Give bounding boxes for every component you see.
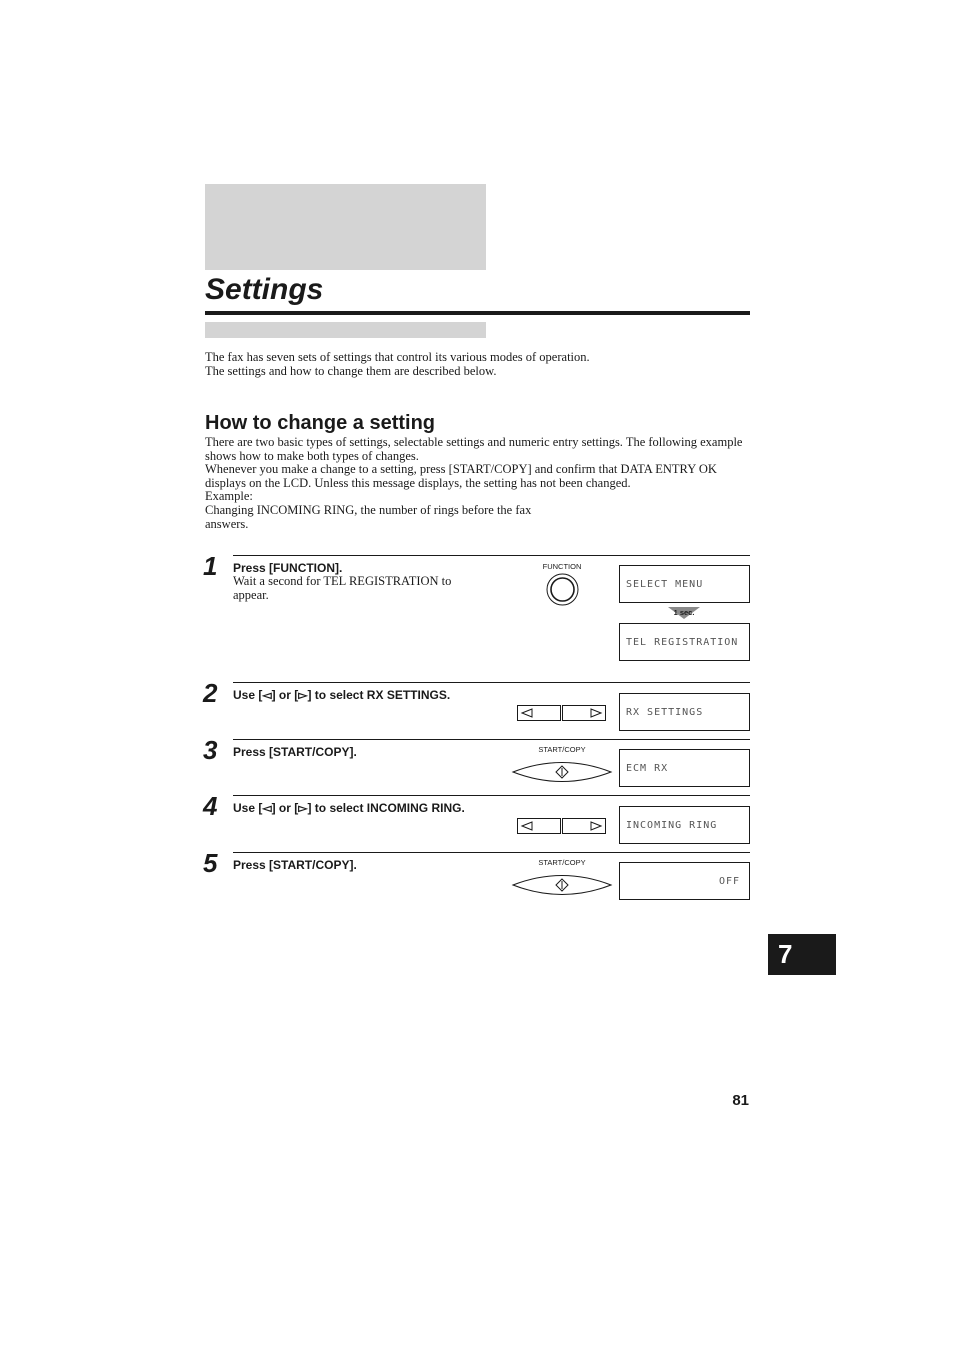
step-1-description: Wait a second for TEL REGISTRATION to appear. [233, 574, 452, 602]
step-2-instruction: Use [◅] or [▻] to select RX SETTINGS. [233, 688, 451, 702]
body-paragraph: Whenever you make a change to a setting, press [START/COPY] and confirm that DATA ENTRY OK displays on the LCD. Unless this message displays, the setting has not been changed. [205, 462, 717, 490]
step-1-number: 1 [203, 551, 218, 581]
step-4-rule [233, 795, 750, 796]
header-gray-bar [205, 322, 486, 338]
right-arrow-icon [563, 819, 605, 833]
section-body [205, 436, 750, 531]
start-copy-key-icon [511, 757, 613, 787]
left-arrow-icon [518, 706, 560, 720]
intro-line: The settings and how to change them are described below. [205, 364, 497, 378]
start-copy-key-label: START/COPY [538, 858, 586, 867]
page-number: 81 [732, 1092, 749, 1109]
step-5-rule [233, 852, 750, 853]
start-copy-key-icon [511, 870, 613, 900]
delay-label: 1 sec. [673, 608, 695, 617]
header-gray-block [205, 184, 486, 270]
left-right-keys [517, 705, 607, 721]
step-5-instruction: Press [START/COPY]. [233, 858, 357, 872]
start-copy-key-label: START/COPY [538, 745, 586, 754]
step-3-number: 3 [203, 735, 218, 765]
left-key [517, 818, 561, 834]
lcd-display: ECM RX [619, 749, 750, 787]
lcd-display: INCOMING RING [619, 806, 750, 844]
right-arrow-icon [563, 706, 605, 720]
chapter-tab: 7 [768, 934, 836, 975]
step-4-instruction: Use [◅] or [▻] to select INCOMING RING. [233, 801, 465, 815]
body-paragraph: Example: [205, 489, 253, 504]
step-1-instruction: Press [FUNCTION]. [233, 561, 343, 575]
step-2-number: 2 [203, 678, 218, 708]
body-paragraph: There are two basic types of settings, selectable settings and numeric entry settings. The following example shows how to make both types of changes. [205, 435, 743, 463]
page-title: Settings [205, 273, 324, 306]
lcd-display: OFF [619, 862, 750, 900]
left-right-keys [517, 818, 607, 834]
intro-line: The fax has seven sets of settings that control its various modes of operation. [205, 350, 590, 364]
title-rule [205, 311, 750, 315]
step-2-rule [233, 682, 750, 683]
lcd-display: TEL REGISTRATION [619, 623, 750, 661]
left-key [517, 705, 561, 721]
step-3-instruction: Press [START/COPY]. [233, 745, 357, 759]
step-3-rule [233, 739, 750, 740]
lcd-display: RX SETTINGS [619, 693, 750, 731]
step-4-number: 4 [203, 791, 218, 821]
function-key-icon [545, 572, 580, 607]
step-5-number: 5 [203, 848, 218, 878]
lcd-display: SELECT MENU [619, 565, 750, 603]
left-arrow-icon [518, 819, 560, 833]
intro-text [205, 350, 750, 378]
body-paragraph: answers. [205, 516, 249, 531]
right-key [562, 818, 606, 834]
function-key-label: FUNCTION [542, 562, 582, 571]
body-paragraph: Changing INCOMING RING, the number of rings before the fax [205, 502, 532, 517]
right-key [562, 705, 606, 721]
step-1-rule [233, 555, 750, 556]
section-heading: How to change a setting [205, 412, 436, 434]
